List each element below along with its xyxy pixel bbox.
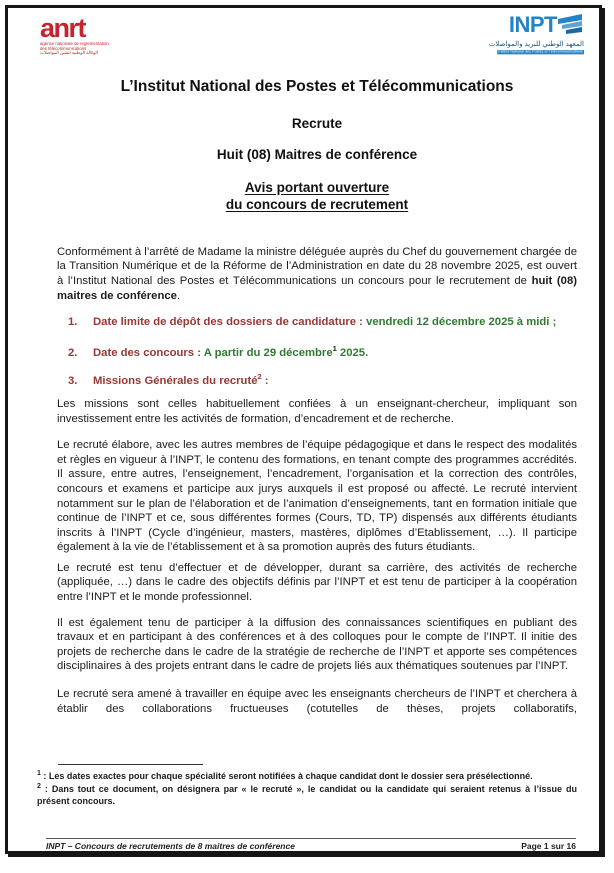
anrt-tagline-line1: agence nationale de réglementation — [40, 42, 109, 47]
deadline-value: vendredi 12 décembre 2025 à midi ; — [366, 316, 557, 329]
anrt-tagline-line3: الوكالة الوطنية لتقنين المواصلات — [40, 51, 98, 56]
intro-period: . — [176, 289, 181, 302]
inpt-arabic-name: المعهد الوطني للبريد والمواصلات — [488, 41, 584, 48]
footnote-1-marker: 1 — [37, 770, 41, 777]
page-title: L’Institut National des Postes et Télécommunications — [120, 78, 514, 95]
list-item-body — [93, 374, 577, 389]
footnote-separator — [58, 764, 203, 765]
inpt-flag-icon — [558, 14, 584, 41]
footnote-ref-2: 2 — [257, 372, 262, 382]
footnote-2 — [37, 783, 577, 808]
intro-bold-text: huit (08) maitres de conférence — [57, 274, 577, 302]
anrt-logo — [40, 13, 135, 62]
footnote-1-text: : Les dates exactes pour chaque spécialité seront notifiées à chaque candidat dont le dossier sera présélectionné. — [43, 771, 533, 781]
footnote-1 — [37, 770, 577, 783]
footnote-2-text: : Dans tout ce document, on désignera par « le recruté », le candidat ou la candidate qui seraient retenus à l’issue du présent concours. — [37, 783, 577, 806]
key-points-list — [57, 315, 577, 389]
footer-document-title: INPT – Concours de recrutements de 8 maitres de conférence — [46, 841, 295, 851]
exam-date-label: Date des concours : — [93, 346, 204, 359]
list-item-number: 2. — [68, 346, 78, 359]
document-body — [57, 80, 577, 716]
list-item-exam-date — [57, 343, 577, 361]
anrt-tagline-line2: des télécommunications — [40, 46, 87, 51]
deadline-label: Date limite de dépôt des dossiers de candidature : — [93, 316, 367, 329]
anrt-tagline — [40, 42, 109, 56]
heading-notice — [57, 179, 577, 214]
footnote-2-marker: 2 — [37, 782, 41, 790]
page-footer — [46, 838, 576, 851]
exam-date-value-end: 2025. — [336, 346, 369, 359]
footnote-ref-1: 1 — [332, 343, 337, 353]
missions-label: Missions Générales du recruté — [93, 375, 258, 388]
missions-label-end: : — [261, 375, 269, 388]
intro-text: Conformément à l’arrêté de Madame la ministre déléguée auprès du Chef du gouvernement chargée de la Transition Numérique et de la Réforme de l’Administration en date du 28 novembre 2025, est ouvert à l’Institut National des Postes et Télécommunications un concours pour le recrutement de — [57, 245, 577, 287]
inpt-wordmark: INPT — [508, 12, 557, 37]
body-paragraph: Le recruté est tenu d’effectuer et de développer, durant sa carrière, des activités de recherche (appliquée, …) dans le cadre des objectifs définis par l’INPT et est tenu de participer à la coopération entre l’INPT et le monde professionnel. — [57, 561, 577, 604]
inpt-logo — [444, 14, 584, 57]
list-item-body — [93, 315, 577, 330]
exam-date-value: A partir du 29 décembre — [203, 346, 333, 359]
heading-notice-line2: du concours de recrutement — [225, 197, 409, 213]
list-item-number: 3. — [68, 375, 78, 388]
list-item-body — [93, 343, 577, 361]
heading-recrute: Recrute — [291, 115, 343, 131]
list-item-missions — [57, 374, 577, 389]
footnotes-section — [37, 764, 577, 808]
inpt-name-strip: Institut National des Postes et Télécommunications — [498, 50, 583, 54]
heading-positions: Huit (08) Maitres de conférence — [216, 147, 418, 163]
body-paragraph: Le recruté élabore, avec les autres membres de l’équipe pédagogique et dans le respect des modalités et règles en vigueur à l’INPT, le contenu des formations, en tenant compte des programmes accrédités. Il assure, entre autres, l’enseignement, l’encadrement, l’organisation et la correction des contrôles, concours et examens et participe aux jurys auxquels il est proposé ou affecté. Le recruté intervient notamment sur le plan de l’élaboration et de l’animation d’enseignements, tant en formation initiale que continue de l’INPT et ce, sous différentes formes (Cours, TD, TP) dispensés aux différents étudiants inscrits à l’INPT (Cycle d’ingénieur, masters, mastères, diplômes d’Etablissement, …). Il participe également à la vie de l’établissement et à sa promotion auprès des futurs étudiants. — [57, 439, 577, 554]
body-paragraph: Il est également tenu de participer à la diffusion des connaissances scientifiques en publiant des travaux et en participant à des conférences et à des colloques pour le compte de l’INPT. Il initie des projets de recherche dans le cadre de la stratégie de recherche de l’INPT et apporte ses compétences disciplinaires à des projets entrant dans le cadre de projets liés aux thématiques soutenues par l’INPT. — [57, 616, 577, 673]
body-paragraph: Les missions sont celles habituellement confiées à un enseignant-chercheur, impliquant son investissement entre les activités de formation, d’encadrement et de recherche. — [57, 397, 577, 425]
intro-paragraph — [57, 245, 577, 303]
list-item-deadline — [57, 315, 577, 330]
body-paragraph: Le recruté sera amené à travailler en équipe avec les enseignants chercheurs de l’INPT et cherchera à établir des collaborations fructueuses (cotutelles de thèses, projets collaboratifs, — [57, 688, 577, 715]
heading-notice-line1: Avis portant ouverture — [244, 179, 390, 195]
anrt-wordmark: anrt — [40, 13, 86, 43]
page-number: Page 1 sur 16 — [521, 841, 576, 851]
list-item-number: 1. — [68, 316, 78, 329]
